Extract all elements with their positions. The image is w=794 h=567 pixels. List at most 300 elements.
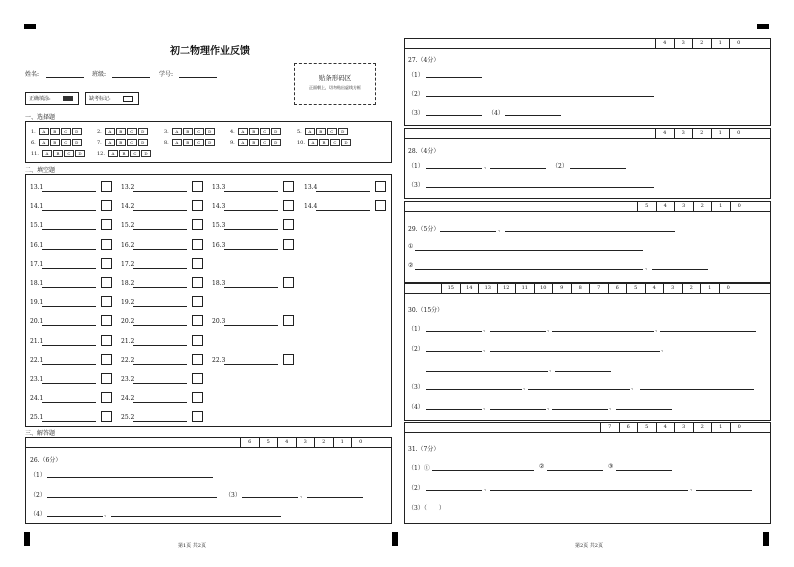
fill-score-box[interactable]: [192, 219, 203, 230]
choice-option[interactable]: A: [308, 139, 318, 146]
choice-option[interactable]: B: [116, 139, 126, 146]
fill-answer-line[interactable]: [42, 287, 96, 288]
q30-title: 30.（15分）: [408, 307, 444, 314]
fill-label: 18.3: [212, 280, 226, 287]
fill-answer-line[interactable]: [133, 210, 187, 211]
q31-title: 31.（7分）: [408, 446, 440, 453]
q26-box: [25, 437, 392, 524]
fill-label: 16.1: [30, 241, 44, 249]
fill-label: 15.3: [212, 222, 226, 230]
name-label: 姓名:: [25, 71, 40, 78]
fill-score-box[interactable]: [283, 219, 294, 230]
q28-part3: （3）: [408, 182, 424, 189]
q31-answer[interactable]: [426, 490, 482, 491]
q26-part2: （2）: [30, 492, 46, 499]
q26-answer[interactable]: [47, 497, 217, 498]
choice-option[interactable]: D: [271, 139, 281, 146]
q28-answer[interactable]: [426, 168, 482, 169]
choice-option[interactable]: D: [138, 128, 148, 135]
choice-option[interactable]: C: [127, 128, 137, 135]
score-cell[interactable]: 4: [655, 129, 674, 138]
score-cell[interactable]: 4: [277, 438, 296, 447]
choice-option[interactable]: D: [205, 128, 215, 135]
choice-question: [31, 139, 82, 146]
fill-answer-line[interactable]: [224, 229, 278, 230]
fill-label: 14.1: [30, 203, 44, 211]
score-cell[interactable]: 5: [259, 438, 278, 447]
q31-part3: （3）（ ）: [408, 505, 445, 512]
fill-answer-line[interactable]: [133, 383, 187, 384]
fill-score-box[interactable]: [192, 373, 203, 384]
registration-mark: [24, 532, 30, 546]
fill-label: 13.4: [304, 184, 318, 191]
score-cell[interactable]: 4: [645, 284, 664, 293]
choice-number: 10.: [297, 139, 305, 146]
score-cell[interactable]: 3: [674, 202, 693, 211]
score-cell[interactable]: 5: [637, 202, 656, 211]
choice-option[interactable]: D: [338, 128, 348, 135]
fill-label: 20.2: [121, 318, 135, 326]
fill-answer-line[interactable]: [224, 364, 278, 365]
choice-option[interactable]: A: [105, 128, 115, 135]
score-cell[interactable]: 2: [682, 284, 701, 293]
q29-answer[interactable]: [652, 269, 708, 270]
q26-title: 26.（6分）: [30, 457, 62, 464]
choice-option[interactable]: B: [319, 139, 329, 146]
fill-label: 14.3: [212, 203, 226, 211]
choice-option[interactable]: B: [50, 128, 60, 135]
score-cell[interactable]: 4: [655, 39, 674, 48]
q31-answer[interactable]: [432, 470, 534, 471]
fill-answer-line[interactable]: [42, 402, 96, 403]
q30-answer[interactable]: [426, 371, 548, 372]
score-cell[interactable]: 7: [600, 423, 619, 432]
q30-part: （2）: [408, 346, 424, 353]
fill-answer-line[interactable]: [224, 287, 278, 288]
score-cell[interactable]: 15: [441, 284, 460, 293]
score-cell[interactable]: 8: [571, 284, 590, 293]
score-cell[interactable]: 0: [729, 39, 748, 48]
q31-answer[interactable]: [616, 470, 672, 471]
q29-part2: ②: [408, 262, 414, 269]
score-cell[interactable]: 3: [663, 284, 682, 293]
q29-part1: ①: [408, 243, 414, 250]
fill-answer-line[interactable]: [133, 364, 187, 365]
score-cell[interactable]: 0: [351, 438, 370, 447]
choice-option[interactable]: C: [61, 139, 71, 146]
fill-answer-line[interactable]: [42, 325, 96, 326]
choice-option[interactable]: B: [249, 139, 259, 146]
score-cell[interactable]: 11: [515, 284, 534, 293]
choice-option[interactable]: C: [330, 139, 340, 146]
registration-mark: [763, 532, 769, 546]
q28-answer[interactable]: [570, 168, 626, 169]
choice-option[interactable]: A: [172, 139, 182, 146]
choice-option[interactable]: B: [116, 128, 126, 135]
fill-answer-line[interactable]: [224, 191, 278, 192]
choice-option[interactable]: C: [194, 128, 204, 135]
fill-answer-line[interactable]: [316, 210, 370, 211]
choice-option[interactable]: D: [72, 128, 82, 135]
choice-number: 9.: [230, 139, 235, 146]
fill-answer-line[interactable]: [224, 325, 278, 326]
fill-label: 24.2: [121, 395, 135, 403]
score-cell[interactable]: 1: [333, 438, 352, 447]
choice-option[interactable]: A: [108, 150, 118, 157]
fill-label: 17.2: [121, 260, 135, 268]
choice-option[interactable]: A: [238, 139, 248, 146]
fill-answer-line[interactable]: [133, 421, 187, 422]
score-cell[interactable]: 2: [693, 202, 712, 211]
score-cell[interactable]: 6: [240, 438, 259, 447]
q30-answer[interactable]: [426, 351, 482, 352]
fill-score-box[interactable]: [101, 373, 112, 384]
choice-option[interactable]: C: [260, 139, 270, 146]
score-cell[interactable]: 6: [608, 284, 627, 293]
q27-answer[interactable]: [426, 77, 482, 78]
fill-answer-line[interactable]: [133, 191, 187, 192]
q26-answer[interactable]: [242, 497, 298, 498]
q30-answer[interactable]: [426, 389, 522, 390]
section-choice-title: 一、选择题: [25, 114, 56, 121]
q27-part1: （1）: [408, 72, 424, 79]
fill-label: 19.2: [121, 299, 135, 307]
choice-question: [164, 139, 215, 146]
fill-label: 23.1: [30, 376, 44, 383]
fill-score-box[interactable]: [192, 392, 203, 403]
q27-title: 27.（4分）: [408, 57, 440, 64]
choice-option[interactable]: A: [238, 128, 248, 135]
q30-answer[interactable]: [616, 409, 672, 410]
q27-box: [404, 38, 771, 126]
fill-label: 13.1: [30, 184, 44, 191]
score-cell[interactable]: 0: [719, 284, 738, 293]
fill-label: 16.3: [212, 241, 226, 249]
q29-answer[interactable]: [440, 231, 496, 232]
q28-answer[interactable]: [426, 187, 654, 188]
score-cell[interactable]: 9: [552, 284, 571, 293]
absent-checkbox[interactable]: [123, 96, 133, 102]
fill-score-box[interactable]: [101, 239, 112, 250]
fill-answer-line[interactable]: [133, 402, 187, 403]
fill-answer-line[interactable]: [224, 210, 278, 211]
absent-mark-box: [85, 92, 139, 105]
choice-option[interactable]: A: [305, 128, 315, 135]
fill-score-box[interactable]: [192, 411, 203, 422]
q30-answer[interactable]: [426, 409, 482, 410]
fill-score-box[interactable]: [101, 219, 112, 230]
q27-answer[interactable]: [426, 115, 482, 116]
fill-answer-line[interactable]: [42, 210, 96, 211]
choice-number: 6.: [31, 139, 36, 146]
q26-part1: （1）: [30, 472, 46, 479]
fill-score-box[interactable]: [101, 277, 112, 288]
score-cell[interactable]: 1: [711, 129, 730, 138]
q28-title: 28.（4分）: [408, 148, 440, 155]
q29-box: [404, 201, 771, 283]
fill-answer-line[interactable]: [133, 287, 187, 288]
score-cell[interactable]: 2: [314, 438, 333, 447]
fill-label: 16.2: [121, 241, 135, 249]
q27-answer[interactable]: [505, 115, 561, 116]
q28-part2: （2）: [552, 163, 568, 170]
choice-option[interactable]: B: [316, 128, 326, 135]
choice-question: [230, 139, 281, 146]
score-cell[interactable]: 2: [692, 39, 711, 48]
choice-question: [31, 128, 82, 135]
fill-score-box[interactable]: [101, 354, 112, 365]
fill-answer-line[interactable]: [133, 268, 187, 269]
choice-question: [97, 150, 151, 157]
score-cell[interactable]: 3: [674, 129, 693, 138]
q30-answer[interactable]: [552, 331, 654, 332]
choice-option[interactable]: D: [341, 139, 351, 146]
fill-score-box[interactable]: [283, 239, 294, 250]
score-cell[interactable]: 5: [626, 284, 645, 293]
fill-answer-line[interactable]: [316, 191, 370, 192]
q31-answer[interactable]: [547, 470, 603, 471]
fill-label: 19.1: [30, 299, 44, 307]
choice-number: 8.: [164, 139, 169, 146]
q28-box: [404, 128, 771, 199]
fill-score-box[interactable]: [101, 296, 112, 307]
q30-part: （3）: [408, 384, 424, 391]
fill-label: 24.1: [30, 395, 44, 403]
q26-part3: （3）: [225, 492, 241, 499]
choice-question: [230, 128, 281, 135]
q30-answer[interactable]: [490, 351, 660, 352]
fill-score-box[interactable]: [101, 181, 112, 192]
fill-label: 22.3: [212, 356, 226, 364]
fill-answer-line[interactable]: [133, 229, 187, 230]
choice-option[interactable]: A: [42, 150, 52, 157]
fill-label: 22.2: [121, 356, 135, 364]
fill-score-box[interactable]: [101, 315, 112, 326]
fill-label: 25.1: [30, 414, 44, 422]
fill-score-box[interactable]: [375, 181, 386, 192]
choice-option[interactable]: C: [127, 139, 137, 146]
choice-option[interactable]: C: [260, 128, 270, 135]
fill-answer-line[interactable]: [42, 229, 96, 230]
fill-label: 17.1: [30, 260, 44, 268]
q26-answer[interactable]: [47, 477, 213, 478]
fill-score-box[interactable]: [192, 181, 203, 192]
score-cell[interactable]: 0: [730, 423, 749, 432]
fill-score-box[interactable]: [192, 239, 203, 250]
score-cell[interactable]: 14: [460, 284, 479, 293]
choice-option[interactable]: B: [183, 128, 193, 135]
fill-label: 20.1: [30, 318, 44, 326]
q31-answer[interactable]: [696, 490, 752, 491]
q26-answer[interactable]: [111, 516, 281, 517]
score-cell[interactable]: 2: [692, 129, 711, 138]
score-cell[interactable]: 3: [296, 438, 315, 447]
registration-mark: [24, 24, 36, 29]
score-cell[interactable]: 1: [711, 423, 730, 432]
fill-answer-line[interactable]: [133, 345, 187, 346]
fill-score-box[interactable]: [283, 200, 294, 211]
fill-score-box[interactable]: [101, 392, 112, 403]
fill-answer-line[interactable]: [42, 268, 96, 269]
fill-correct-label: 正确填涂:: [29, 96, 51, 102]
score-cell[interactable]: 10: [534, 284, 553, 293]
fill-answer-line[interactable]: [42, 191, 96, 192]
fill-score-box[interactable]: [192, 277, 203, 288]
fill-answer-line[interactable]: [133, 306, 187, 307]
fill-score-box[interactable]: [101, 258, 112, 269]
q27-part3: （3）: [408, 110, 424, 117]
score-cell[interactable]: 7: [589, 284, 608, 293]
fill-score-box[interactable]: [283, 181, 294, 192]
score-cell[interactable]: 12: [497, 284, 516, 293]
score-cell[interactable]: 3: [674, 39, 693, 48]
q30-answer[interactable]: [552, 409, 608, 410]
q29-answer[interactable]: [415, 250, 643, 251]
fill-label: 13.2: [121, 184, 135, 191]
score-cell[interactable]: 4: [656, 202, 675, 211]
choice-option[interactable]: C: [64, 150, 74, 157]
choice-number: 12.: [97, 150, 105, 157]
filled-sample: [63, 96, 73, 101]
score-cell[interactable]: 5: [637, 423, 656, 432]
fill-answer-line[interactable]: [133, 249, 187, 250]
fill-label: 22.1: [30, 356, 44, 364]
choice-option[interactable]: D: [271, 128, 281, 135]
fill-score-box[interactable]: [192, 258, 203, 269]
section-answer-title: 三、解答题: [25, 430, 56, 437]
fill-answer-line[interactable]: [42, 383, 96, 384]
choice-option[interactable]: B: [183, 139, 193, 146]
choice-option[interactable]: B: [249, 128, 259, 135]
choice-option[interactable]: C: [130, 150, 140, 157]
fill-label: 21.1: [30, 337, 44, 345]
fill-label: 13.3: [212, 184, 226, 191]
fill-label: 14.2: [121, 203, 135, 211]
registration-mark: [392, 532, 398, 546]
choice-number: 4.: [230, 128, 235, 135]
student-id-field[interactable]: [179, 77, 217, 78]
score-cell[interactable]: 2: [693, 423, 712, 432]
barcode-hint: 正面朝上，切勿贴出虚线方框: [309, 85, 361, 90]
q30-answer[interactable]: [528, 389, 630, 390]
q26-answer[interactable]: [307, 497, 363, 498]
fill-label: 14.4: [304, 203, 318, 211]
q30-answer[interactable]: [426, 331, 482, 332]
page2-footer: 第2页 共2页: [575, 543, 603, 549]
q27-part2: （2）: [408, 91, 424, 98]
score-cell[interactable]: 0: [730, 202, 749, 211]
fill-label: 18.2: [121, 280, 135, 287]
choice-option[interactable]: D: [205, 139, 215, 146]
choice-option[interactable]: C: [327, 128, 337, 135]
fill-answer-line[interactable]: [42, 249, 96, 250]
q30-answer[interactable]: [555, 371, 611, 372]
choice-option[interactable]: D: [75, 150, 85, 157]
choice-option[interactable]: A: [39, 139, 49, 146]
score-cell[interactable]: 4: [656, 423, 675, 432]
fill-label: 15.1: [30, 222, 44, 230]
fill-label: 23.2: [121, 376, 135, 383]
score-cell[interactable]: 13: [478, 284, 497, 293]
q27-answer[interactable]: [426, 96, 654, 97]
q29-title: 29.（5分）: [408, 226, 440, 233]
fill-score-box[interactable]: [283, 277, 294, 288]
q31-answer[interactable]: [490, 490, 688, 491]
score-cell[interactable]: 6: [619, 423, 638, 432]
fill-score-box[interactable]: [101, 411, 112, 422]
page-title: 初二物理作业反馈: [170, 46, 250, 57]
fill-answer-line[interactable]: [42, 421, 96, 422]
q30-part: （1）: [408, 326, 424, 333]
fill-score-box[interactable]: [192, 335, 203, 346]
choice-option[interactable]: D: [138, 139, 148, 146]
q26-answer[interactable]: [47, 516, 103, 517]
choice-number: 2.: [97, 128, 102, 135]
choice-option[interactable]: A: [105, 139, 115, 146]
choice-option[interactable]: A: [172, 128, 182, 135]
q30-answer[interactable]: [490, 331, 546, 332]
score-cell[interactable]: 0: [729, 129, 748, 138]
fill-score-box[interactable]: [192, 296, 203, 307]
q30-answer[interactable]: [660, 331, 756, 332]
choice-number: 11.: [31, 150, 39, 157]
choice-option[interactable]: B: [50, 139, 60, 146]
fill-score-box[interactable]: [192, 315, 203, 326]
fill-score-box[interactable]: [283, 354, 294, 365]
choice-option[interactable]: D: [141, 150, 151, 157]
choice-question: [297, 139, 351, 146]
score-cell[interactable]: 1: [700, 284, 719, 293]
score-cell[interactable]: 1: [711, 39, 730, 48]
fill-score-box[interactable]: [192, 354, 203, 365]
fill-answer-line[interactable]: [42, 345, 96, 346]
fill-answer-line[interactable]: [42, 306, 96, 307]
fill-score-box[interactable]: [375, 200, 386, 211]
choice-number: 7.: [97, 139, 102, 146]
score-cell[interactable]: 3: [674, 423, 693, 432]
choice-option[interactable]: C: [61, 128, 71, 135]
fill-label: 21.2: [121, 337, 135, 345]
q29-answer[interactable]: [415, 269, 643, 270]
q31-part1b: ②: [539, 463, 545, 470]
score-cell[interactable]: 1: [711, 202, 730, 211]
choice-option[interactable]: B: [119, 150, 129, 157]
fill-answer-line[interactable]: [133, 325, 187, 326]
choice-option[interactable]: A: [39, 128, 49, 135]
fill-score-box[interactable]: [283, 315, 294, 326]
fill-score-box[interactable]: [101, 335, 112, 346]
fill-score-box[interactable]: [101, 200, 112, 211]
name-field[interactable]: [46, 77, 84, 78]
choice-question: [164, 128, 215, 135]
choice-option[interactable]: B: [53, 150, 63, 157]
fill-score-box[interactable]: [192, 200, 203, 211]
q30-answer[interactable]: [640, 389, 754, 390]
q31-part2: （2）: [408, 485, 424, 492]
fill-answer-line[interactable]: [224, 249, 278, 250]
q30-answer[interactable]: [490, 409, 546, 410]
q28-answer[interactable]: [490, 168, 546, 169]
class-field[interactable]: [112, 77, 150, 78]
choice-option[interactable]: C: [194, 139, 204, 146]
q29-answer[interactable]: [505, 231, 675, 232]
fill-answer-line[interactable]: [42, 364, 96, 365]
choice-option[interactable]: D: [72, 139, 82, 146]
fill-label: 18.1: [30, 280, 44, 287]
fill-instruction-box: [25, 92, 79, 105]
absent-label: 缺考标记:: [89, 96, 111, 102]
q30-part: （4）: [408, 404, 424, 411]
